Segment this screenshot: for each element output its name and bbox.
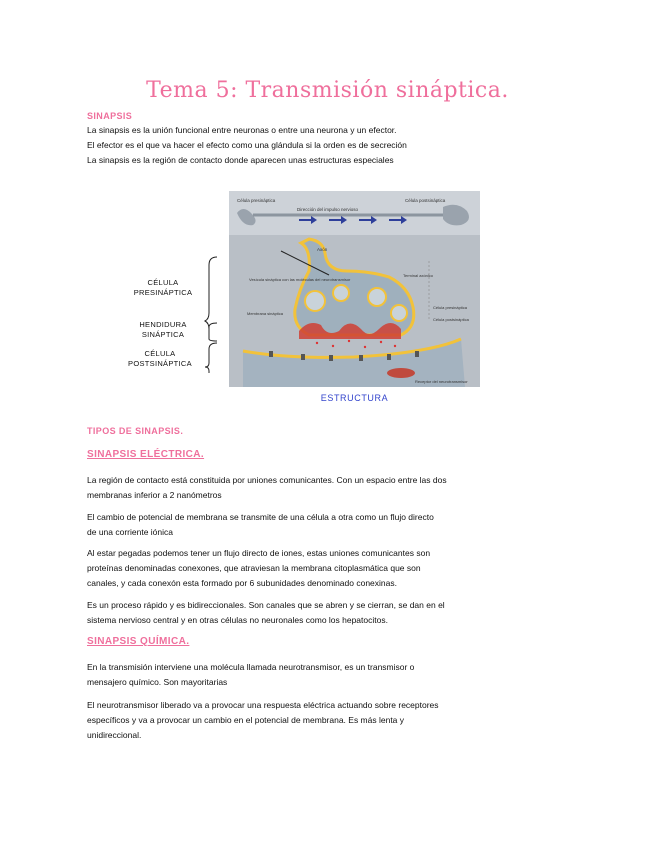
dot	[332, 345, 334, 347]
receptor	[301, 354, 305, 360]
label-hendidura-sinaptica	[118, 320, 208, 340]
label-pre-line-2: PRESINÁPTICA	[133, 288, 193, 297]
label-hend-line-1: HENDIDURA	[139, 320, 187, 329]
vesicle-2	[333, 285, 349, 301]
vesicle-3	[368, 288, 386, 306]
label-celula-presinaptica	[118, 278, 208, 298]
brace-hendidura	[209, 323, 217, 341]
electrica-heading: SINAPSIS ELÉCTRICA.	[87, 449, 205, 460]
inner-vesicula: Vesícula sináptica con las moléculas del neurotransmisor	[249, 277, 351, 282]
figure-braces	[203, 255, 219, 375]
quimica-p1	[87, 660, 537, 690]
electrica-p2	[87, 510, 537, 540]
dot	[316, 342, 318, 344]
synaptic-membrane	[299, 323, 401, 339]
label-hend-line-2: SINÁPTICA	[141, 330, 185, 339]
e-p2-line-1: El cambio de potencial de membrana se transmite de una célula a otra como un flujo directo	[87, 512, 434, 522]
vesicle-1	[305, 291, 325, 311]
receptor	[269, 351, 273, 357]
inner-cel-post2: Célula postsináptica	[433, 317, 469, 322]
dot	[394, 345, 396, 347]
quimica-p2	[87, 698, 537, 743]
e-p4-line-2: sistema nervioso central y en otras células no neuronales como los hepatocitos.	[87, 615, 388, 625]
receptor	[329, 355, 333, 361]
receptor	[415, 351, 419, 357]
inner-cel-post: Célula postsináptica	[405, 198, 446, 203]
dot	[364, 346, 366, 348]
q-p1-line-1: En la transmisión interviene una molécula llamada neurotransmisor, es un transmisor o	[87, 662, 415, 672]
electrica-p1	[87, 473, 537, 503]
q-p2-line-3: unidireccional.	[87, 730, 142, 740]
brace-postsinaptica	[205, 343, 217, 373]
intro-line-2: El efector es el que va hacer el efecto como una glándula si la orden es de secreción	[87, 140, 407, 150]
inner-direccion: Dirección del impulso nervioso	[297, 207, 359, 212]
receptor	[387, 354, 391, 360]
synapse-structure-figure	[229, 191, 480, 387]
sinapsis-intro	[87, 123, 537, 168]
label-celula-postsinaptica	[112, 349, 208, 369]
page-title: Tema 5: Transmisión sináptica.	[146, 78, 509, 103]
dot	[380, 341, 382, 343]
inner-membrana: Membrana sináptica	[247, 311, 284, 316]
quimica-heading: SINAPSIS QUÍMICA.	[87, 636, 190, 647]
intro-line-1: La sinapsis es la unión funcional entre neuronas o entre una neurona y un efector.	[87, 125, 397, 135]
figure-caption: ESTRUCTURA	[320, 393, 389, 403]
electrica-p3	[87, 546, 537, 591]
label-post-line-1: CÉLULA	[144, 349, 176, 358]
e-p4-line-1: Es un proceso rápido y es bidireccionales. Son canales que se abren y se cierran, se dan en el	[87, 600, 445, 610]
sinapsis-heading: SINAPSIS	[87, 111, 133, 121]
tipos-heading: TIPOS DE SINAPSIS.	[87, 426, 184, 436]
label-pre-line-1: CÉLULA	[147, 278, 179, 287]
electrica-p4	[87, 598, 537, 628]
vesicle-4	[391, 305, 407, 321]
e-p1-line-2: membranas inferior a 2 nanómetros	[87, 490, 222, 500]
e-p3-line-2: proteínas denominadas conexones, que atraviesan la membrana citoplasmática que son	[87, 563, 421, 573]
dot	[348, 340, 350, 342]
mitochondrion	[387, 368, 415, 378]
label-post-line-2: POSTSINÁPTICA	[128, 359, 192, 368]
e-p2-line-2: de una corriente iónica	[87, 527, 174, 537]
q-p2-line-2: específicos y va a provocar un cambio en el potencial de membrana. Es más lenta y	[87, 715, 405, 725]
e-p3-line-3: canales, y cada conexón esta formado por 6 subunidades denominado conexinas.	[87, 578, 397, 588]
q-p2-line-1: El neurotransmisor liberado va a provocar una respuesta eléctrica actuando sobre receptores	[87, 700, 439, 710]
e-p3-line-1: Al estar pegadas podemos tener un flujo directo de iones, estas uniones comunicantes son	[87, 548, 431, 558]
inner-axon: Axón	[317, 247, 328, 252]
inner-receptor: Receptor del neurotransmisor	[415, 379, 468, 384]
inner-cel-pre2: Célula presináptica	[433, 305, 468, 310]
inner-cel-pre: Célula presináptica	[237, 198, 276, 203]
brace-presinaptica	[205, 257, 217, 329]
e-p1-line-1: La región de contacto está constituida por uniones comunicantes. Con un espacio entre las dos	[87, 475, 447, 485]
inner-terminal: Terminal axónico	[403, 273, 434, 278]
q-p1-line-2: mensajero químico. Son mayoritarias	[87, 677, 228, 687]
intro-line-3: La sinapsis es la región de contacto donde aparecen unas estructuras especiales	[87, 155, 394, 165]
receptor	[359, 355, 363, 361]
